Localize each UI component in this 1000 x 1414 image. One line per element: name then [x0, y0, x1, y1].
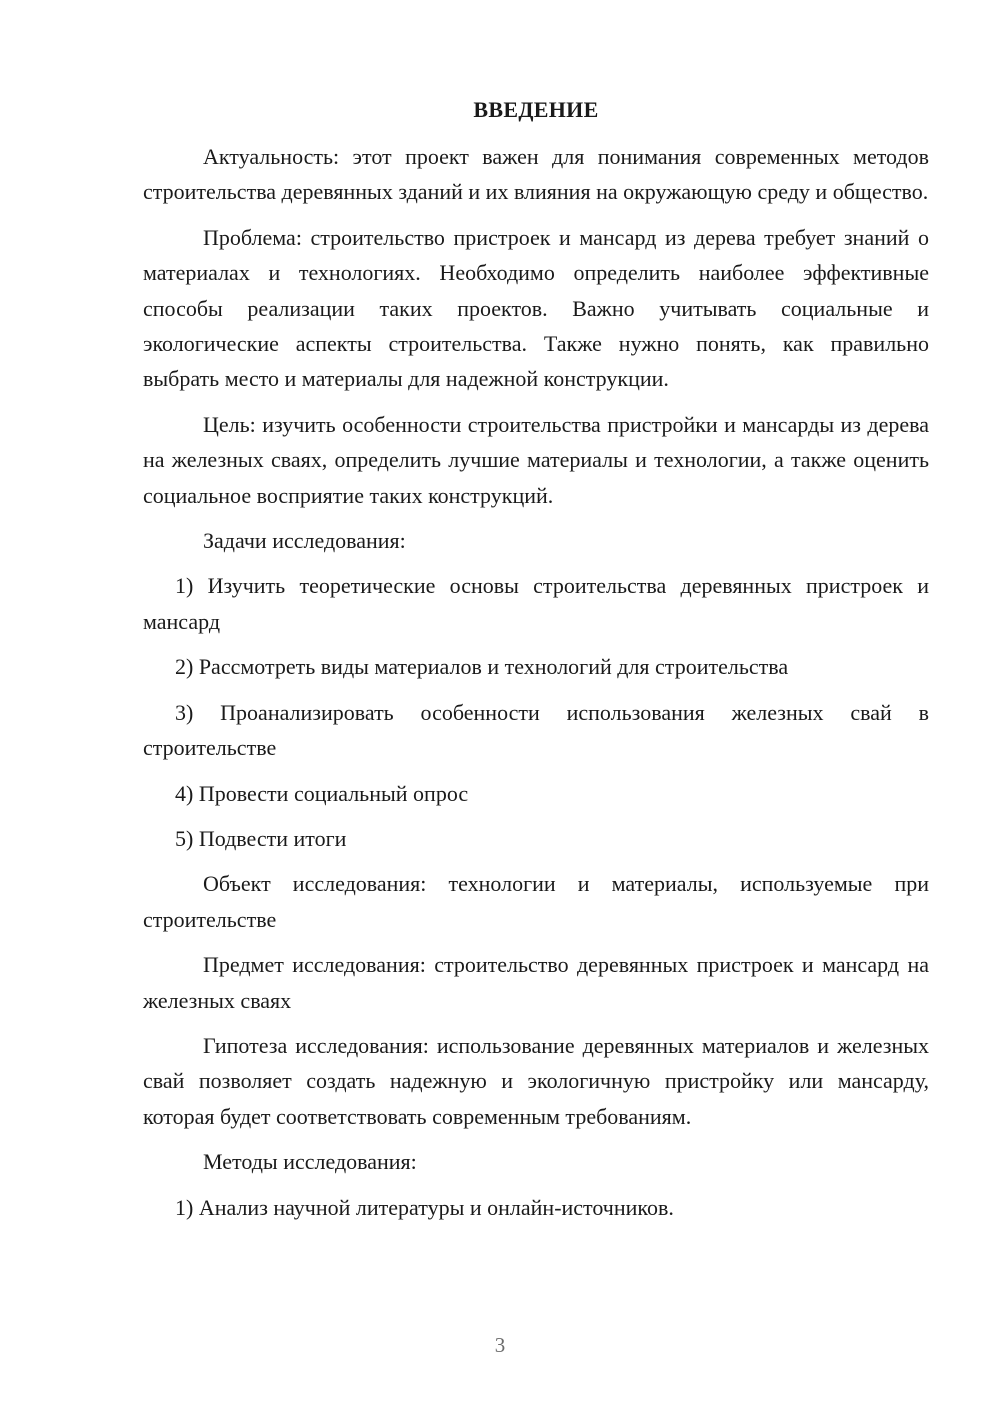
hypothesis-paragraph: Гипотеза исследования: использование деревянных материалов и железных свай позволяет создать надежную и экологичную пристройку или мансарду, которая будет соответствовать современным требованиям. [143, 1032, 929, 1129]
task-item-2: 2) Рассмотреть виды материалов и технологий для строительства [175, 654, 789, 680]
task-item-5: 5) Подвести итоги [175, 825, 347, 851]
subject-paragraph: Предмет исследования: строительство деревянных пристроек и мансард на железных сваях [143, 952, 929, 1013]
task-item-4: 4) Провести социальный опрос [175, 780, 469, 806]
page-number: 3 [494, 1333, 506, 1357]
task-item-3: 3) Проанализировать особенности использования железных свай в строительстве [143, 699, 929, 761]
document-page [143, 95, 929, 1235]
section-heading: ВВЕДЕНИЕ [473, 97, 599, 122]
goal-paragraph: Цель: изучить особенности строительства пристройки и мансарды из дерева на железных сваях, определить лучшие материалы и технологии, а также оценить социальное восприятие таких конструкций. [143, 411, 929, 508]
task-item-1: 1) Изучить теоретические основы строительства деревянных пристроек и мансард [143, 573, 929, 634]
methods-heading: Методы исследования: [203, 1149, 417, 1175]
tasks-heading: Задачи исследования: [203, 528, 406, 554]
problem-paragraph: Проблема: строительство пристроек и мансард из дерева требует знаний о материалах и технологиях. Необходимо определить наиболее эффективные способы реализации таких проектов. Важно учитывать социальные и экологические аспекты строительства. Также нужно понять, как правильно выбрать место и материалы для надежной конструкции. [143, 224, 929, 392]
object-paragraph: Объект исследования: технологии и материалы, используемые при строительстве [143, 871, 929, 932]
relevance-paragraph: Актуальность: этот проект важен для понимания современных методов строительства деревянных зданий и их влияния на окружающую среду и общество. [143, 144, 929, 205]
method-item-1: 1) Анализ научной литературы и онлайн-источников. [175, 1194, 674, 1220]
